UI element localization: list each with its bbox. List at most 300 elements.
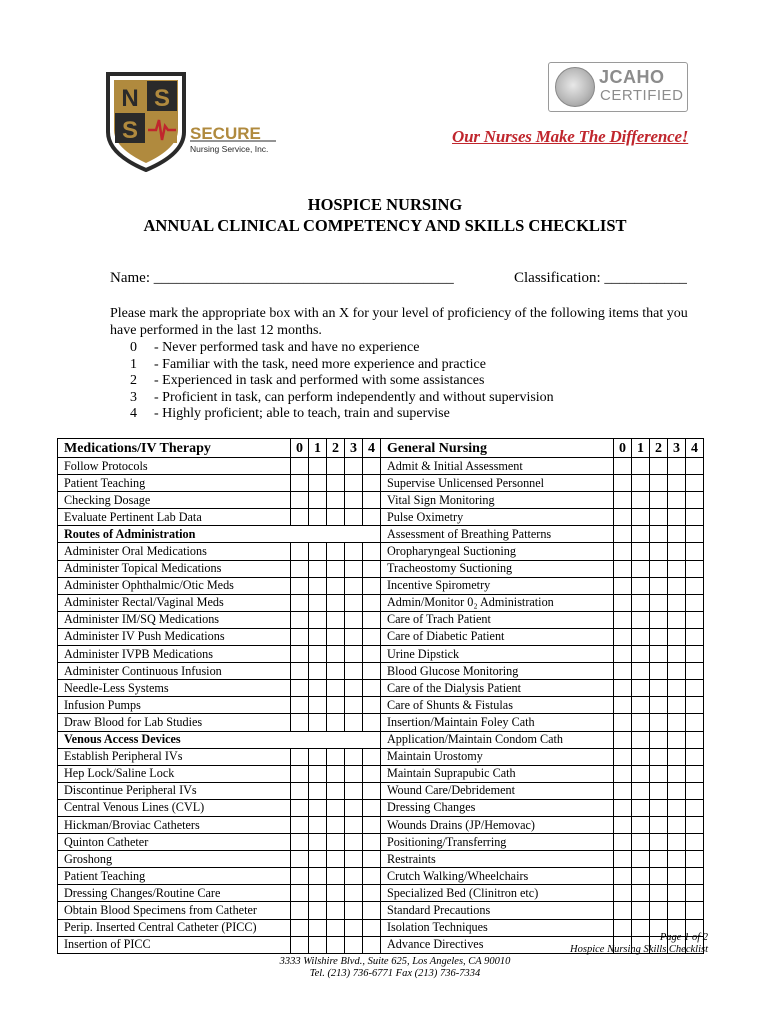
rating-checkbox[interactable] [309,509,327,526]
rating-checkbox[interactable] [632,902,650,919]
rating-checkbox[interactable] [291,902,309,919]
rating-checkbox[interactable] [632,731,650,748]
rating-checkbox[interactable] [291,475,309,492]
rating-checkbox[interactable] [345,936,363,953]
skill-label: Obtain Blood Specimens from Catheter [58,902,291,919]
rating-checkbox[interactable] [345,799,363,816]
rating-checkbox[interactable] [668,560,686,577]
rating-checkbox[interactable] [291,936,309,953]
skill-label: Standard Precautions [381,902,614,919]
rating-checkbox[interactable] [309,748,327,765]
rating-checkbox[interactable] [363,799,381,816]
rating-checkbox[interactable] [291,697,309,714]
rating-checkbox[interactable] [291,646,309,663]
rating-checkbox[interactable] [291,509,309,526]
rating-checkbox[interactable] [686,611,704,628]
logo-letter-n: N [121,85,139,112]
rating-checkbox[interactable] [345,560,363,577]
rating-checkbox[interactable] [686,646,704,663]
rating-checkbox[interactable] [291,816,309,833]
rating-checkbox[interactable] [363,611,381,628]
rating-checkbox[interactable] [650,868,668,885]
rating-checkbox[interactable] [291,628,309,645]
rating-checkbox[interactable] [632,611,650,628]
left-section-header: Medications/IV Therapy [58,439,291,458]
rating-checkbox[interactable] [309,697,327,714]
rating-checkbox[interactable] [291,748,309,765]
rating-checkbox[interactable] [650,577,668,594]
rating-checkbox[interactable] [309,611,327,628]
rating-checkbox[interactable] [327,492,345,509]
rating-checkbox[interactable] [309,902,327,919]
rating-checkbox[interactable] [614,526,632,543]
rating-checkbox[interactable] [363,868,381,885]
rating-checkbox[interactable] [614,560,632,577]
rating-checkbox[interactable] [327,799,345,816]
skill-label: Supervise Unlicensed Personnel [381,475,614,492]
skill-label: Administer IVPB Medications [58,646,291,663]
rating-checkbox[interactable] [650,816,668,833]
rating-checkbox[interactable] [650,628,668,645]
rating-checkbox[interactable] [291,663,309,680]
rating-checkbox[interactable] [327,714,345,731]
rating-checkbox[interactable] [309,680,327,697]
rating-checkbox[interactable] [686,816,704,833]
rating-checkbox[interactable] [614,680,632,697]
rating-checkbox[interactable] [686,663,704,680]
rating-checkbox[interactable] [614,868,632,885]
rating-checkbox[interactable] [650,714,668,731]
rating-checkbox[interactable] [291,782,309,799]
rating-checkbox[interactable] [614,765,632,782]
rating-checkbox[interactable] [668,868,686,885]
skill-label: Draw Blood for Lab Studies [58,714,291,731]
rating-checkbox[interactable] [345,834,363,851]
rating-checkbox[interactable] [686,731,704,748]
rating-checkbox[interactable] [650,526,668,543]
rating-checkbox[interactable] [614,577,632,594]
rating-checkbox[interactable] [309,765,327,782]
rating-checkbox[interactable] [309,868,327,885]
rating-checkbox[interactable] [327,560,345,577]
rating-checkbox[interactable] [668,594,686,611]
name-field[interactable]: Name: ________________________________________ [110,270,454,286]
rating-checkbox[interactable] [632,663,650,680]
rating-checkbox[interactable] [363,458,381,475]
rating-checkbox[interactable] [650,851,668,868]
rating-checkbox[interactable] [614,748,632,765]
rating-checkbox[interactable] [614,919,632,936]
rating-checkbox[interactable] [650,680,668,697]
rating-checkbox[interactable] [632,680,650,697]
rating-checkbox[interactable] [309,458,327,475]
rating-checkbox[interactable] [614,492,632,509]
rating-checkbox[interactable] [650,902,668,919]
rating-checkbox[interactable] [668,663,686,680]
skill-label: Maintain Urostomy [381,748,614,765]
rating-checkbox[interactable] [668,646,686,663]
rating-checkbox[interactable] [614,594,632,611]
table-row [58,782,704,799]
rating-checkbox[interactable] [632,714,650,731]
rating-checkbox[interactable] [632,560,650,577]
rating-checkbox[interactable] [650,697,668,714]
rating-checkbox[interactable] [309,834,327,851]
table-row [58,799,704,816]
rating-checkbox[interactable] [632,868,650,885]
rating-checkbox[interactable] [614,731,632,748]
rating-checkbox[interactable] [614,816,632,833]
table-row [58,714,704,731]
rating-checkbox[interactable] [309,885,327,902]
rating-checkbox[interactable] [614,782,632,799]
rating-checkbox[interactable] [291,919,309,936]
rating-checkbox[interactable] [327,765,345,782]
rating-checkbox[interactable] [291,714,309,731]
rating-checkbox[interactable] [668,885,686,902]
rating-checkbox[interactable] [668,834,686,851]
rating-checkbox[interactable] [686,458,704,475]
rating-checkbox[interactable] [327,919,345,936]
rating-checkbox[interactable] [632,748,650,765]
rating-checkbox[interactable] [363,782,381,799]
rating-checkbox[interactable] [668,902,686,919]
rating-checkbox[interactable] [327,782,345,799]
rating-checkbox[interactable] [614,851,632,868]
rating-checkbox[interactable] [650,560,668,577]
rating-checkbox[interactable] [650,646,668,663]
rating-checkbox[interactable] [327,543,345,560]
rating-checkbox[interactable] [614,714,632,731]
rating-checkbox[interactable] [632,526,650,543]
rating-checkbox[interactable] [686,714,704,731]
skill-label: Care of Diabetic Patient [381,628,614,645]
rating-checkbox[interactable] [327,680,345,697]
rating-checkbox[interactable] [363,663,381,680]
rating-checkbox[interactable] [632,646,650,663]
rating-checkbox[interactable] [345,646,363,663]
rating-checkbox[interactable] [668,475,686,492]
rating-checkbox[interactable] [291,594,309,611]
rating-checkbox[interactable] [309,543,327,560]
rating-checkbox[interactable] [650,731,668,748]
rating-checkbox[interactable] [668,714,686,731]
rating-checkbox[interactable] [632,919,650,936]
rating-checkbox[interactable] [668,611,686,628]
rating-checkbox[interactable] [650,475,668,492]
rating-checkbox[interactable] [363,594,381,611]
rating-checkbox[interactable] [327,697,345,714]
rating-checkbox[interactable] [363,834,381,851]
rating-checkbox[interactable] [363,628,381,645]
rating-checkbox[interactable] [327,628,345,645]
rating-checkbox[interactable] [363,851,381,868]
rating-checkbox[interactable] [686,577,704,594]
skill-label: Needle-Less Systems [58,680,291,697]
rating-checkbox[interactable] [632,765,650,782]
rating-checkbox[interactable] [291,799,309,816]
rating-checkbox[interactable] [632,885,650,902]
rating-checkbox[interactable] [363,560,381,577]
rating-checkbox[interactable] [686,851,704,868]
rating-checkbox[interactable] [327,868,345,885]
rating-checkbox[interactable] [345,885,363,902]
rating-checkbox[interactable] [345,714,363,731]
rating-checkbox[interactable] [345,492,363,509]
rating-checkbox[interactable] [632,816,650,833]
rating-checkbox[interactable] [650,765,668,782]
rating-checkbox[interactable] [632,782,650,799]
rating-checkbox[interactable] [614,663,632,680]
rating-checkbox[interactable] [686,543,704,560]
rating-checkbox[interactable] [345,458,363,475]
rating-checkbox[interactable] [345,509,363,526]
rating-checkbox[interactable] [632,475,650,492]
skill-label: Administer Topical Medications [58,560,291,577]
rating-checkbox[interactable] [668,782,686,799]
rating-checkbox[interactable] [614,799,632,816]
rating-checkbox[interactable] [650,748,668,765]
rating-checkbox[interactable] [291,765,309,782]
rating-checkbox[interactable] [668,816,686,833]
rating-checkbox[interactable] [614,646,632,663]
rating-checkbox[interactable] [327,458,345,475]
rating-checkbox[interactable] [668,731,686,748]
rating-checkbox[interactable] [309,799,327,816]
rating-checkbox[interactable] [327,936,345,953]
rating-checkbox[interactable] [632,851,650,868]
rating-checkbox[interactable] [309,577,327,594]
rating-checkbox[interactable] [327,885,345,902]
rating-checkbox[interactable] [345,919,363,936]
rating-checkbox[interactable] [686,475,704,492]
rating-checkbox[interactable] [309,816,327,833]
rating-checkbox[interactable] [614,543,632,560]
rating-checkbox[interactable] [327,748,345,765]
scale-header: 4 [686,439,704,458]
rating-checkbox[interactable] [363,765,381,782]
rating-checkbox[interactable] [327,475,345,492]
rating-checkbox[interactable] [686,697,704,714]
rating-checkbox[interactable] [668,680,686,697]
rating-checkbox[interactable] [668,697,686,714]
rating-checkbox[interactable] [668,492,686,509]
rating-checkbox[interactable] [309,628,327,645]
legend-level-number: 4 [130,406,137,421]
rating-checkbox[interactable] [291,560,309,577]
rating-checkbox[interactable] [668,509,686,526]
rating-checkbox[interactable] [614,697,632,714]
rating-checkbox[interactable] [614,885,632,902]
rating-checkbox[interactable] [345,816,363,833]
rating-checkbox[interactable] [363,816,381,833]
rating-checkbox[interactable] [291,868,309,885]
rating-checkbox[interactable] [614,834,632,851]
rating-checkbox[interactable] [345,697,363,714]
rating-checkbox[interactable] [363,885,381,902]
rating-checkbox[interactable] [668,748,686,765]
rating-checkbox[interactable] [686,868,704,885]
rating-checkbox[interactable] [327,577,345,594]
rating-checkbox[interactable] [650,834,668,851]
rating-checkbox[interactable] [614,611,632,628]
rating-checkbox[interactable] [668,799,686,816]
rating-checkbox[interactable] [327,646,345,663]
skill-label: Perip. Inserted Central Catheter (PICC) [58,919,291,936]
rating-checkbox[interactable] [614,509,632,526]
legend-level-number: 1 [130,356,137,372]
skill-label: Care of the Dialysis Patient [381,680,614,697]
rating-checkbox[interactable] [686,782,704,799]
rating-checkbox[interactable] [345,851,363,868]
rating-checkbox[interactable] [632,594,650,611]
rating-checkbox[interactable] [686,526,704,543]
rating-checkbox[interactable] [291,611,309,628]
rating-checkbox[interactable] [327,594,345,611]
rating-checkbox[interactable] [363,919,381,936]
rating-checkbox[interactable] [291,834,309,851]
rating-checkbox[interactable] [291,492,309,509]
rating-checkbox[interactable] [345,475,363,492]
rating-checkbox[interactable] [632,799,650,816]
rating-checkbox[interactable] [614,902,632,919]
rating-checkbox[interactable] [686,509,704,526]
rating-checkbox[interactable] [363,492,381,509]
rating-checkbox[interactable] [327,816,345,833]
rating-checkbox[interactable] [309,919,327,936]
rating-checkbox[interactable] [614,475,632,492]
rating-checkbox[interactable] [632,509,650,526]
rating-checkbox[interactable] [668,458,686,475]
rating-checkbox[interactable] [327,902,345,919]
rating-checkbox[interactable] [363,748,381,765]
rating-checkbox[interactable] [686,680,704,697]
rating-checkbox[interactable] [345,611,363,628]
rating-checkbox[interactable] [363,902,381,919]
rating-checkbox[interactable] [363,697,381,714]
rating-checkbox[interactable] [614,628,632,645]
rating-checkbox[interactable] [363,475,381,492]
rating-checkbox[interactable] [686,748,704,765]
rating-checkbox[interactable] [345,782,363,799]
rating-checkbox[interactable] [345,765,363,782]
rating-checkbox[interactable] [650,458,668,475]
rating-checkbox[interactable] [345,748,363,765]
rating-checkbox[interactable] [632,543,650,560]
rating-checkbox[interactable] [668,628,686,645]
rating-checkbox[interactable] [291,577,309,594]
rating-checkbox[interactable] [632,834,650,851]
rating-checkbox[interactable] [363,714,381,731]
rating-checkbox[interactable] [291,885,309,902]
rating-checkbox[interactable] [686,560,704,577]
skill-label: Specialized Bed (Clinitron etc) [381,885,614,902]
rating-checkbox[interactable] [309,663,327,680]
rating-checkbox[interactable] [363,577,381,594]
rating-checkbox[interactable] [686,628,704,645]
page-number: Page 1 of 2 [659,932,708,943]
rating-checkbox[interactable] [291,851,309,868]
rating-checkbox[interactable] [650,799,668,816]
rating-checkbox[interactable] [345,680,363,697]
rating-checkbox[interactable] [686,799,704,816]
rating-checkbox[interactable] [345,868,363,885]
rating-checkbox[interactable] [309,475,327,492]
legend-level-number: 0 [130,340,137,355]
rating-checkbox[interactable] [686,902,704,919]
rating-checkbox[interactable] [291,543,309,560]
rating-checkbox[interactable] [650,782,668,799]
rating-checkbox[interactable] [668,577,686,594]
rating-checkbox[interactable] [650,663,668,680]
rating-checkbox[interactable] [650,543,668,560]
classification-field[interactable]: Classification: ___________ [514,270,687,286]
rating-checkbox[interactable] [327,663,345,680]
skill-label: Infusion Pumps [58,697,291,714]
rating-checkbox[interactable] [686,492,704,509]
rating-checkbox[interactable] [291,680,309,697]
rating-checkbox[interactable] [363,646,381,663]
rating-checkbox[interactable] [309,714,327,731]
rating-checkbox[interactable] [650,594,668,611]
rating-checkbox[interactable] [686,885,704,902]
rating-checkbox[interactable] [686,834,704,851]
rating-checkbox[interactable] [309,782,327,799]
rating-checkbox[interactable] [345,628,363,645]
rating-checkbox[interactable] [686,594,704,611]
rating-checkbox[interactable] [327,509,345,526]
rating-checkbox[interactable] [309,936,327,953]
rating-checkbox[interactable] [363,936,381,953]
rating-checkbox[interactable] [309,851,327,868]
rating-checkbox[interactable] [309,560,327,577]
company-address: 3333 Wilshire Blvd., Suite 625, Los Angeles, CA 90010 [279,956,511,967]
rating-checkbox[interactable] [614,458,632,475]
rating-checkbox[interactable] [345,902,363,919]
rating-checkbox[interactable] [363,543,381,560]
rating-checkbox[interactable] [327,834,345,851]
rating-checkbox[interactable] [632,492,650,509]
rating-checkbox[interactable] [309,594,327,611]
table-row [58,611,704,628]
rating-checkbox[interactable] [668,526,686,543]
rating-checkbox[interactable] [345,594,363,611]
rating-checkbox[interactable] [327,851,345,868]
rating-checkbox[interactable] [668,851,686,868]
rating-checkbox[interactable] [345,543,363,560]
rating-checkbox[interactable] [327,611,345,628]
rating-checkbox[interactable] [686,765,704,782]
rating-checkbox[interactable] [650,885,668,902]
rating-checkbox[interactable] [632,577,650,594]
rating-checkbox[interactable] [309,492,327,509]
rating-checkbox[interactable] [650,492,668,509]
rating-checkbox[interactable] [650,509,668,526]
rating-checkbox[interactable] [668,543,686,560]
rating-checkbox[interactable] [363,509,381,526]
rating-checkbox[interactable] [345,663,363,680]
rating-checkbox[interactable] [668,765,686,782]
rating-checkbox[interactable] [632,458,650,475]
rating-checkbox[interactable] [650,611,668,628]
rating-checkbox[interactable] [632,628,650,645]
rating-checkbox[interactable] [632,697,650,714]
rating-checkbox[interactable] [309,646,327,663]
rating-checkbox[interactable] [363,680,381,697]
skill-label: Evaluate Pertinent Lab Data [58,509,291,526]
rating-checkbox[interactable] [291,458,309,475]
rating-checkbox[interactable] [345,577,363,594]
